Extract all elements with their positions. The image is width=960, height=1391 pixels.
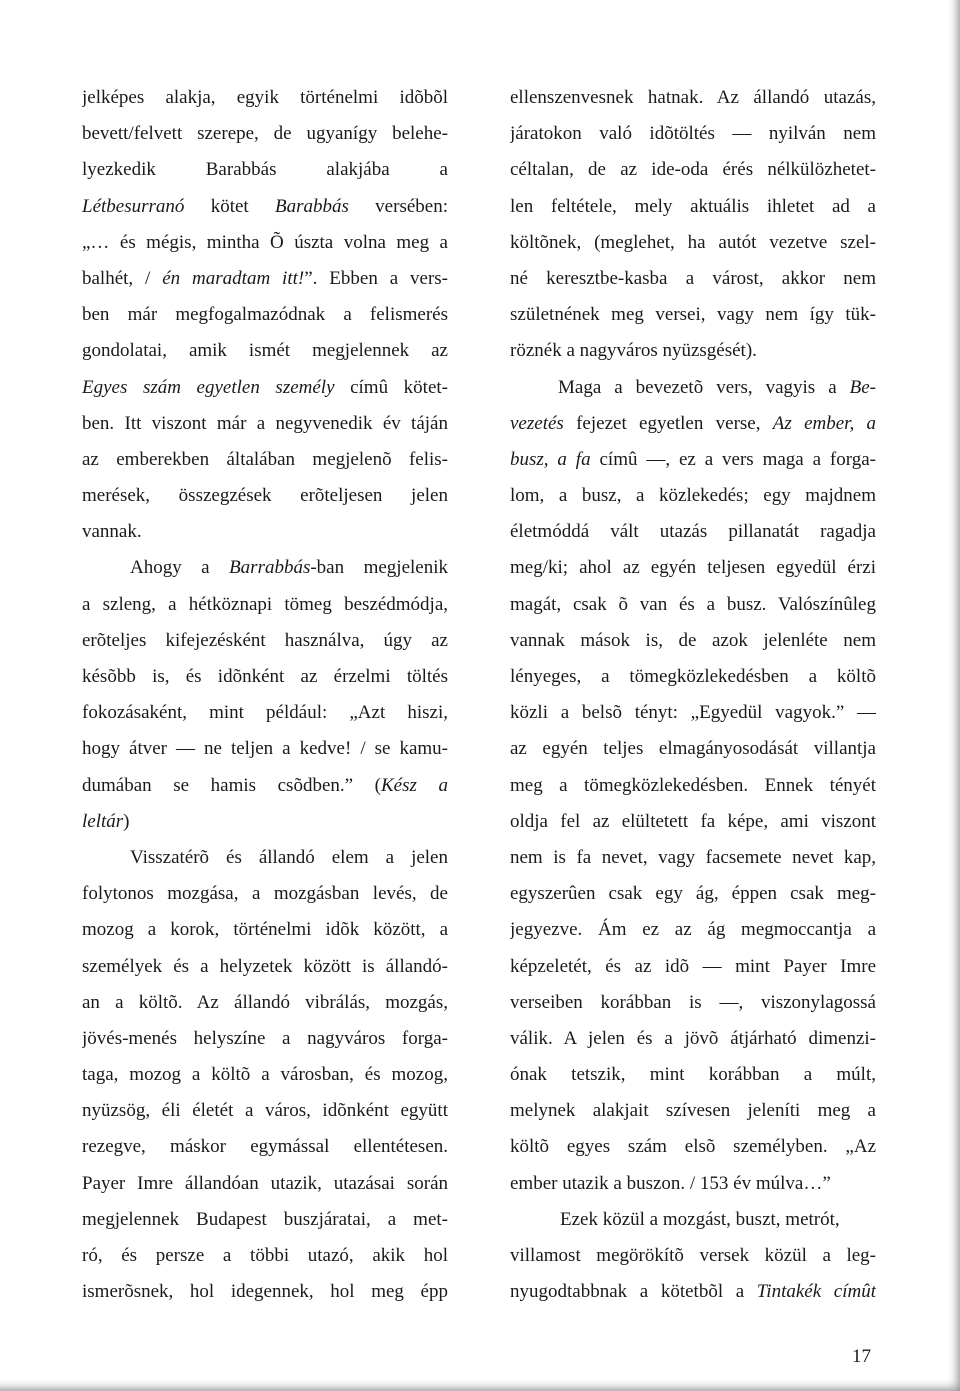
text-run: címû —, ez a vers maga a forga-	[590, 448, 876, 470]
italic-title: Egyes szám egyetlen személy	[82, 376, 335, 398]
text-line: lényeges, a tömegközlekedésben a költõ	[510, 666, 876, 687]
text-line: ró, és persze a többi utazó, akik hol	[82, 1245, 448, 1266]
text-line	[82, 189, 448, 225]
text-line: verseiben korábban is —, viszonylagossá	[510, 991, 876, 1013]
text-line: lyezkedik Barabbás alakjába a	[82, 159, 448, 181]
text-line: villamost megörökítõ versek közül a leg-	[510, 1245, 876, 1266]
text-line: ember utazik a buszon. / 153 év múlva…”	[510, 1172, 831, 1194]
text-line: merések, összegzések erõteljesen jelen	[82, 485, 448, 507]
text-line: születnének meg versei, vagy nem így tük-	[510, 304, 876, 326]
right-text-column	[510, 80, 876, 1310]
text-run: )	[123, 810, 130, 832]
text-line: folytonos mozgása, a mozgásban levés, de	[82, 883, 448, 905]
text-line	[510, 442, 876, 478]
text-line: válik. A jelen és a jövõ átjárható dimenzi-	[510, 1027, 876, 1049]
text-run: Ahogy a	[130, 557, 230, 579]
text-line	[82, 804, 448, 840]
text-line: jelképes alakja, egyik történelmi idõbõl	[82, 87, 448, 108]
italic-title: Létbesurranó	[82, 195, 185, 217]
text-line: járatokon való idõtöltés — nyilván nem	[510, 123, 876, 145]
text-run: címû kötet-	[334, 376, 448, 398]
text-line: az egyén teljes elmagányosodását villantja	[510, 738, 876, 760]
text-line: Payer Imre állandóan utazik, utazásai során	[82, 1172, 448, 1194]
italic-title: Barabbás	[274, 195, 349, 217]
text-run: balhét, /	[82, 267, 163, 289]
text-line: magát, csak õ van és a busz. Valószínûleg	[510, 593, 876, 615]
text-line: az emberekben általában megjelenõ felis-	[82, 448, 448, 470]
text-line: erõteljes kifejezésként használva, úgy az	[82, 629, 448, 651]
italic-title: vezetés	[510, 412, 564, 434]
text-line: ónak tetszik, mint korábban a múlt,	[510, 1064, 876, 1086]
text-line: céltalan, de az ide-oda érés nélkülözhetet-	[510, 159, 876, 181]
text-run: versében:	[348, 195, 448, 217]
text-line: mozog a korok, történelmi idõk között, a	[82, 919, 448, 941]
left-text-column	[82, 80, 448, 1310]
text-line: közli a belsõ tényt: „Egyedül vagyok.” —	[510, 702, 876, 724]
text-line: len feltétele, mely aktuális ihletet ad a	[510, 195, 876, 217]
text-line: életmóddá vált utazás pillanatát ragadja	[510, 521, 876, 543]
text-line: Visszatérõ és állandó elem a jelen	[130, 846, 448, 868]
text-line: taga, mozog a költõ a városban, és mozog,	[82, 1064, 448, 1086]
text-line: nyüzsög, éli életét a város, idõnként együtt	[82, 1100, 448, 1122]
text-line: késõbb is, és idõnként az érzelmi töltés	[82, 666, 448, 687]
text-line: vannak mások is, de azok jelenléte nem	[510, 629, 876, 651]
text-line: hogy átver — ne teljen a kedve! / se kamu-	[82, 738, 448, 760]
text-line: költõnek, (meglehet, ha autót vezetve szel-	[510, 231, 876, 253]
text-line: „… és mégis, mintha Õ úszta volna meg a	[82, 231, 448, 253]
italic-title: Kész a	[381, 774, 448, 796]
italic-title: busz, a fa	[510, 448, 591, 470]
text-line: költõ egyes szám elsõ személyben. „Az	[510, 1136, 876, 1158]
text-line: né keresztbe-kasba a várost, akkor nem	[510, 267, 876, 289]
italic-title: Az ember, a	[772, 412, 876, 434]
text-line	[82, 370, 448, 406]
text-line: nem is fa nevet, vagy facsemete nevet kap,	[510, 846, 876, 868]
italic-title: Tintakék címût	[756, 1281, 876, 1303]
text-line: gondolatai, amik ismét megjelennek az	[82, 340, 448, 362]
text-line: ellenszenvesnek hatnak. Az állandó utazás,	[510, 87, 876, 108]
text-line: röznék a nagyváros nyüzsgését).	[510, 340, 757, 362]
text-line: személyek és a helyzetek között is állandó-	[82, 955, 448, 977]
text-line: meg a tömegközlekedésben. Ennek tényét	[510, 774, 876, 796]
text-line: rezegve, máskor egymással ellentétesen.	[82, 1136, 448, 1158]
text-line: egyszerûen csak egy ág, éppen csak meg-	[510, 883, 876, 905]
text-line: meg/ki; ahol az egyén teljesen egyedül érzi	[510, 557, 876, 579]
text-line: an a költõ. Az állandó vibrálás, mozgás,	[82, 991, 448, 1013]
text-line: a szleng, a hétköznapi tömeg beszédmódja,	[82, 593, 448, 615]
text-line: megjelennek Budapest buszjáratai, a met-	[82, 1208, 448, 1230]
italic-quote: én maradtam itt!	[162, 267, 305, 289]
text-run: nyugodtabbnak a kötetbõl a	[510, 1281, 757, 1303]
text-line	[82, 768, 448, 804]
text-line: fokozásaként, mint például: „Azt hiszi,	[82, 702, 448, 724]
text-line: ben már megfogalmazódnak a felismerés	[82, 304, 448, 326]
text-line: képzeletét, és az idõ — mint Payer Imre	[510, 955, 876, 977]
text-run: dumában se hamis csõdben.” (	[82, 774, 381, 796]
text-line	[82, 261, 448, 297]
text-line	[510, 370, 876, 406]
text-line	[510, 406, 876, 442]
text-line: melynek alakjait szívesen jeleníti meg a	[510, 1100, 876, 1122]
text-run: ”. Ebben a vers-	[304, 267, 448, 289]
text-run: -ban megjelenik	[310, 557, 448, 579]
page-number: 17	[852, 1346, 871, 1367]
text-run: Maga a bevezetõ vers, vagyis a	[558, 376, 850, 398]
italic-title: Be-	[849, 376, 876, 398]
text-line: Ezek közül a mozgást, buszt, metrót,	[560, 1208, 840, 1230]
italic-title: leltár	[82, 810, 124, 832]
text-line: ben. Itt viszont már a negyvenedik év táján	[82, 412, 448, 434]
text-line: vannak.	[82, 521, 142, 543]
text-line	[82, 550, 448, 586]
text-run: kötet	[184, 195, 275, 217]
text-line: lom, a busz, a közlekedés; egy majdnem	[510, 485, 876, 507]
text-line: oldja fel az elültetett fa képe, ami viszont	[510, 810, 876, 832]
text-line: ismerõsnek, hol idegennek, hol meg épp	[82, 1281, 448, 1303]
text-line	[510, 1274, 876, 1310]
text-line: jövés-menés helyszíne a nagyváros forga-	[82, 1027, 448, 1049]
text-line: bevett/felvett szerepe, de ugyanígy belehe-	[82, 123, 448, 145]
text-line: jegyezve. Ám ez az ág megmoccantja a	[510, 919, 876, 941]
italic-title: Barrabbás	[229, 557, 311, 579]
text-run: fejezet egyetlen verse,	[563, 412, 773, 434]
